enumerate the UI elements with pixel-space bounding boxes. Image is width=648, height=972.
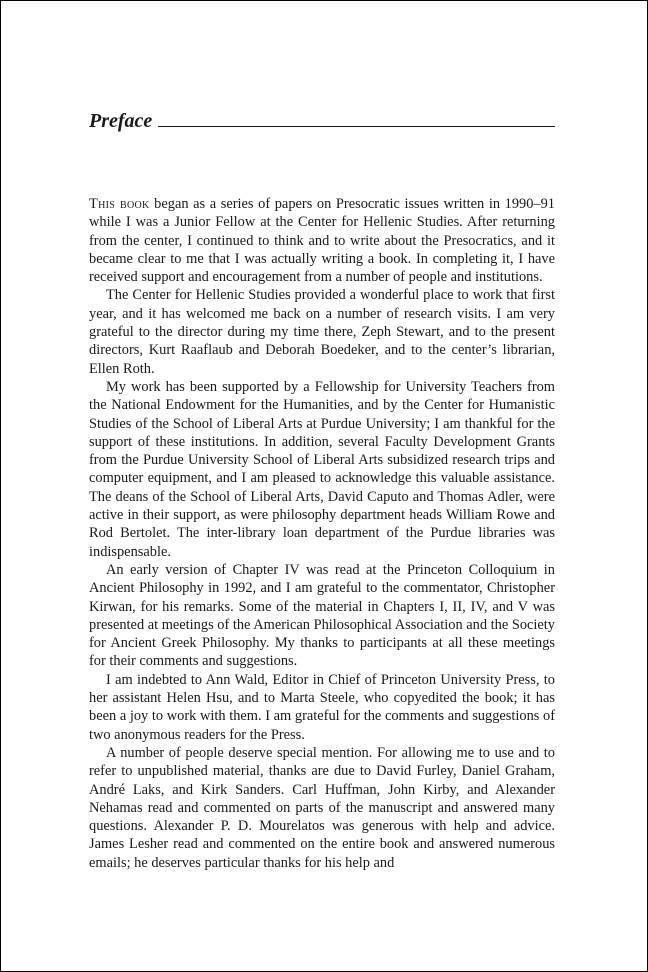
preface-heading-row	[89, 107, 555, 133]
paragraph-4: An early version of Chapter IV was read at the Princeton Colloquium in Ancient Philosophy in 1992, and I am grateful to the commentator, Christopher Kirwan, for his remarks. Some of the material in Chapters I, II, IV, and V was presented at meetings of the American Philosophical Association and the Society for Ancient Greek Philosophy. My thanks to participants at all these meetings for their comments and suggestions.	[89, 561, 555, 670]
page-title: Preface	[89, 110, 153, 132]
paragraph-5: I am indebted to Ann Wald, Editor in Chief of Princeton University Press, to her assistant Helen Hsu, and to Marta Steele, who copyedited the book; it has been a joy to work with them. I am grateful for the comments and suggestions of two anonymous readers for the Press.	[89, 671, 555, 743]
paragraph-text: began as a series of papers on Presocratic issues written in 1990–91 while I was a Junior Fellow at the Center for Hellenic Studies. After returning from the center, I continued to think and to write about the Presocratics, and it became clear to me that I was actually writing a book. In completing it, I have received support and encouragement from a number of people and institutions.	[89, 196, 555, 286]
paragraph-3: My work has been supported by a Fellowship for University Teachers from the National Endowment for the Humanities, and by the Center for Humanistic Studies of the School of Liberal Arts at Purdue University; I am thankful for the support of these institutions. In addition, several Faculty Development Grants from the Purdue University School of Liberal Arts subsidized research trips and computer equipment, and I am pleased to acknowledge this valuable assistance. The deans of the School of Liberal Arts, David Caputo and Thomas Adler, were active in their support, as were philosophy department heads William Rowe and Rod Bertolet. The inter-library loan department of the Purdue libraries was indispensable.	[89, 378, 555, 560]
paragraph-6: A number of people deserve special mention. For allowing me to use and to refer to unpublished material, thanks are due to David Furley, Daniel Graham, André Laks, and Kirk Sanders. Carl Huffman, John Kirby, and Alexander Nehamas read and commented on parts of the manuscript and answered many questions. Alexander P. D. Mourelatos was generous with help and advice. James Lesher read and commented on the entire book and answered numerous emails; he deserves particular thanks for his help and	[89, 744, 555, 871]
heading-rule	[158, 126, 555, 127]
paragraph-lead-smallcaps: This book	[89, 196, 150, 212]
paragraph-2: The Center for Hellenic Studies provided a wonderful place to work that first year, and it has welcomed me back on a number of research visits. I am very grateful to the director during my time there, Zeph Stewart, and to the present directors, Kurt Raaflaub and Deborah Boedeker, and to the center’s librarian, Ellen Roth.	[89, 287, 555, 377]
paragraph-1	[89, 195, 555, 286]
preface-body	[89, 195, 555, 872]
